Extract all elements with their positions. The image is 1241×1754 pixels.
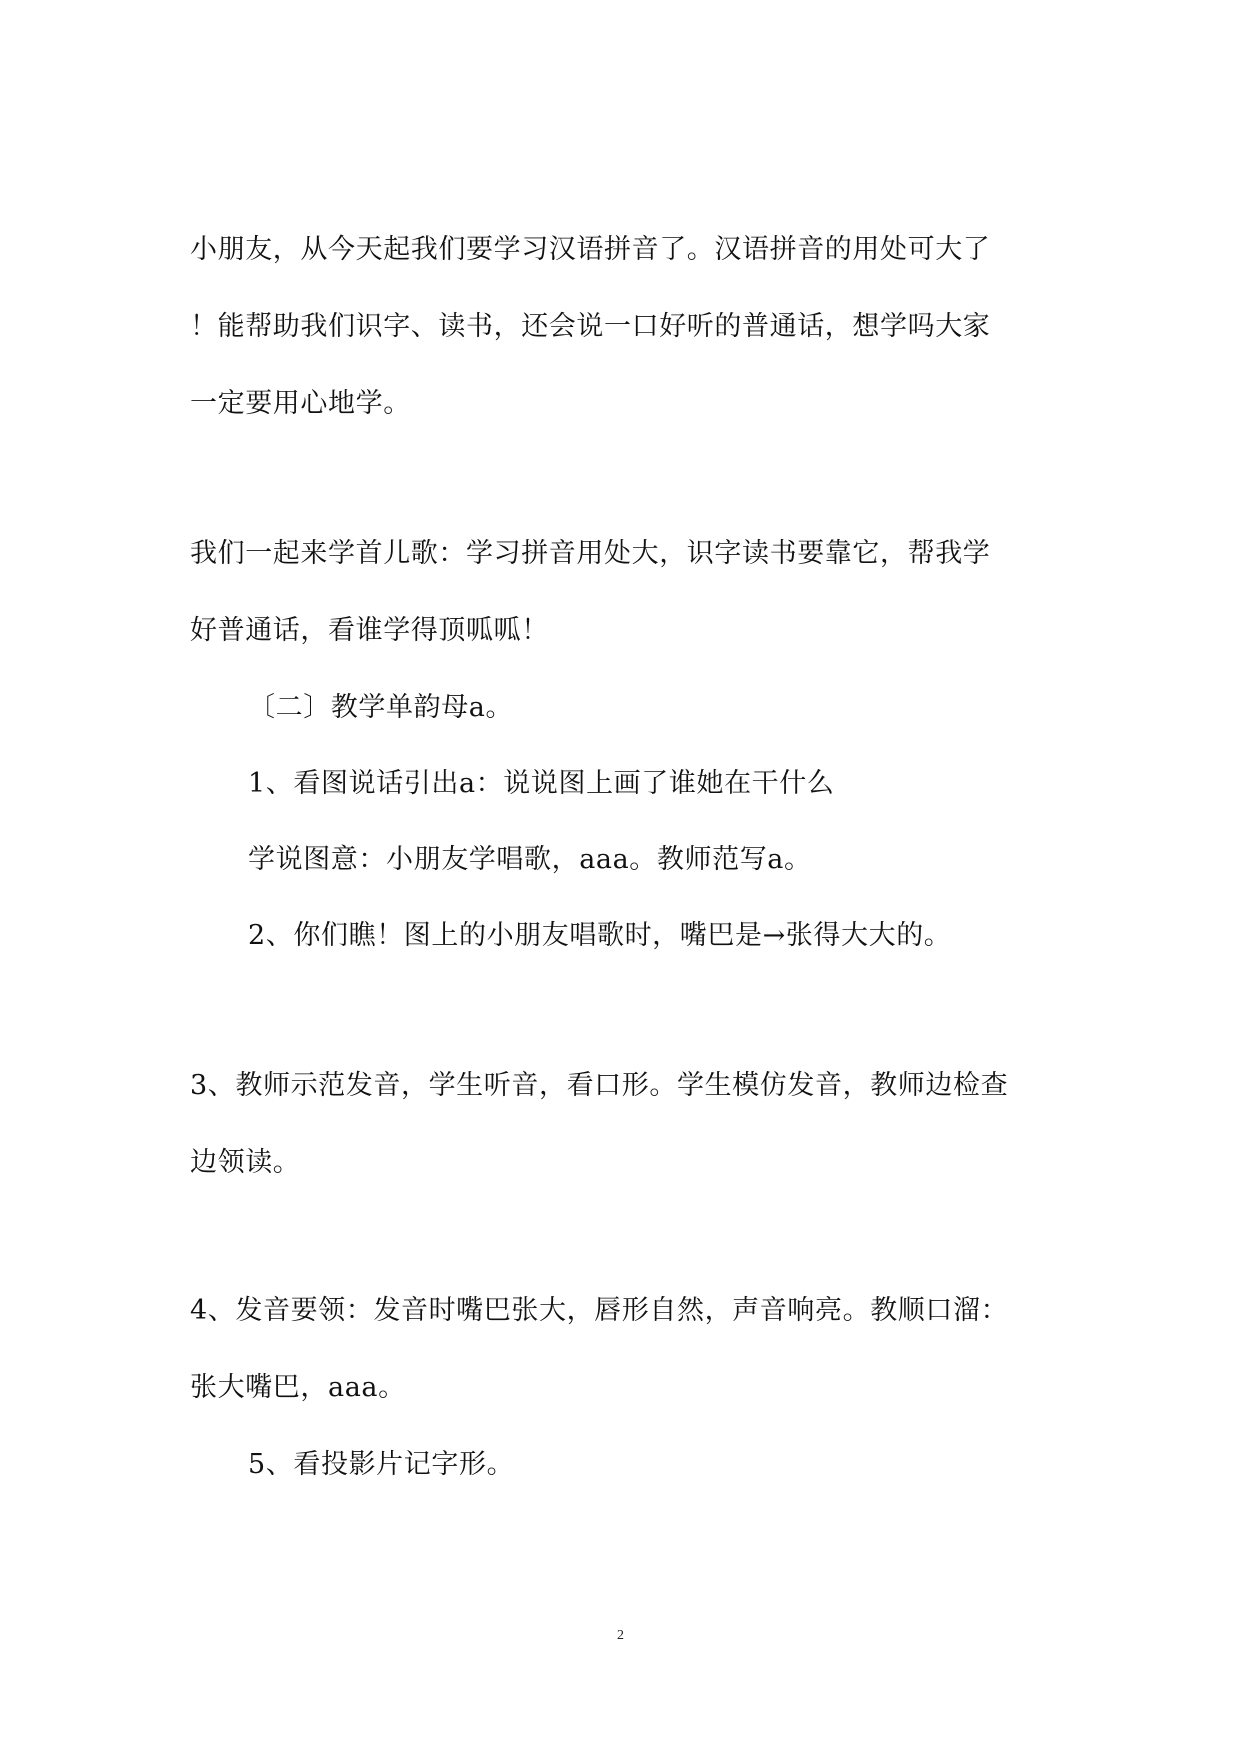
list-item-1-detail: 学说图意：小朋友学唱歌，aaa。教师范写a。 <box>248 844 812 875</box>
list-item-3-line-1: 3、教师示范发音，学生听音，看口形。学生模仿发音，教师边检查 <box>190 1070 1009 1101</box>
section-heading: 〔二〕教学单韵母a。 <box>248 692 514 723</box>
paragraph-song-line-1: 我们一起来学首儿歌：学习拼音用处大，识字读书要靠它，帮我学 <box>190 538 991 569</box>
list-item-1: 1、看图说话引出a：说说图上画了谁她在干什么 <box>248 768 835 799</box>
paragraph-intro-line-1: 小朋友，从今天起我们要学习汉语拼音了。汉语拼音的用处可大了 <box>190 234 991 265</box>
list-item-5: 5、看投影片记字形。 <box>248 1449 515 1480</box>
paragraph-intro-line-2: ！能帮助我们识字、读书，还会说一口好听的普通话，想学吗大家 <box>190 311 991 342</box>
list-item-3-line-2: 边领读。 <box>190 1147 301 1178</box>
paragraph-intro-line-3: 一定要用心地学。 <box>190 388 411 419</box>
list-item-4-line-1: 4、发音要领：发音时嘴巴张大，唇形自然，声音响亮。教顺口溜： <box>190 1295 1009 1326</box>
paragraph-song-line-2: 好普通话，看谁学得顶呱呱！ <box>190 615 549 646</box>
list-item-2: 2、你们瞧！图上的小朋友唱歌时，嘴巴是→张得大大的。 <box>248 920 952 951</box>
page-number: 2 <box>617 1628 624 1643</box>
list-item-4-line-2: 张大嘴巴，aaa。 <box>190 1372 406 1403</box>
